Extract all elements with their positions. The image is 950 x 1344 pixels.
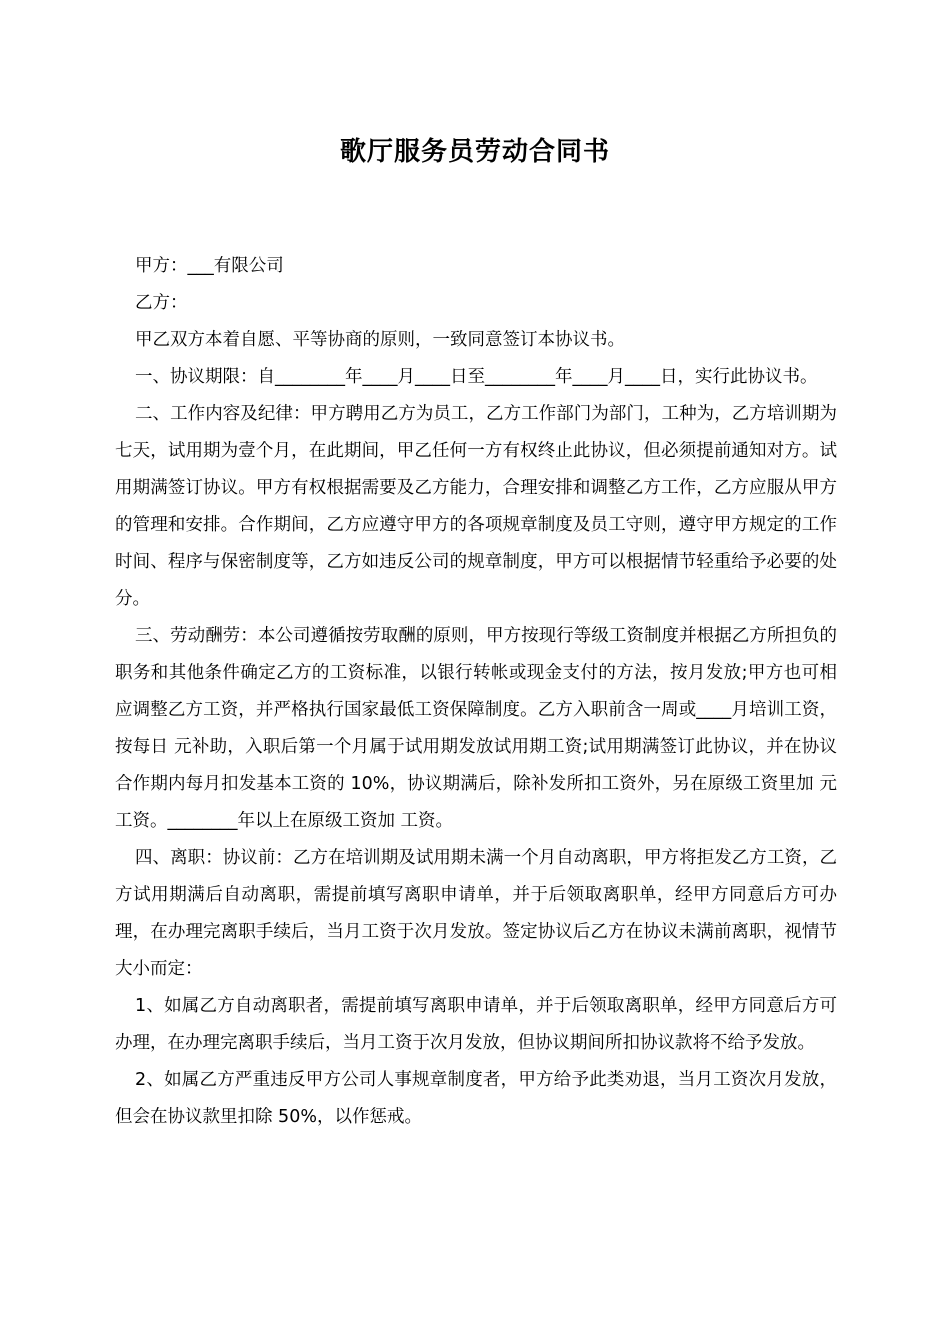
clause-remuneration: 三、劳动酬劳：本公司遵循按劳取酬的原则，甲方按现行等级工资制度并根据乙方所担负的职务和其他条件确定乙方的工资标准，以银行转帐或现金支付的方法，按月发放;甲方也可相应调整乙方工资，并严格执行国家最低工资保障制度。乙方入职前含一周或____月培训工资，按每日 元补助，入职后第一个月属于试用期发放试用期工资;试用期满签订此协议，并在协议合作期内每月扣发基本工资的 10%，协议期满后，除补发所扣工资外，另在原级工资里加 元工资。________年以上在原级工资加 工资。 <box>115 626 837 831</box>
clause-term: 一、协议期限：自________年____月____日至________年____月____日，实行此协议书。 <box>135 367 818 387</box>
clause-resignation: 四、离职：协议前：乙方在培训期及试用期未满一个月自动离职，甲方将拒发乙方工资，乙方试用期满后自动离职，需提前填写离职申请单，并于后领取离职单，经甲方同意后方可办理，在办理完离职手续后，当月工资于次月发放。签定协议后乙方在协议未满前离职，视情节大小而定： <box>115 848 837 979</box>
document-title: 歌厅服务员劳动合同书 <box>339 137 610 167</box>
party-b-line: 乙方： <box>135 293 188 313</box>
party-a-line: 甲方：___有限公司 <box>135 256 284 276</box>
resignation-item-1: 1、如属乙方自动离职者，需提前填写离职申请单，并于后领取离职单，经甲方同意后方可办理，在办理完离职手续后，当月工资于次月发放，但协议期间所扣协议款将不给予发放。 <box>115 996 837 1053</box>
clause-work-content: 二、工作内容及纪律：甲方聘用乙方为员工，乙方工作部门为部门，工种为，乙方培训期为七天，试用期为壹个月，在此期间，甲乙任何一方有权终止此协议，但必须提前通知对方。试用期满签订协议。甲方有权根据需要及乙方能力，合理安排和调整乙方工作，乙方应服从甲方的管理和安排。合作期间，乙方应遵守甲方的各项规章制度及员工守则，遵守甲方规定的工作时间、程序与保密制度等，乙方如违反公司的规章制度，甲方可以根据情节轻重给予必要的处分。 <box>115 404 837 609</box>
preamble-paragraph: 甲乙双方本着自愿、平等协商的原则，一致同意签订本协议书。 <box>135 330 625 350</box>
resignation-item-2: 2、如属乙方严重违反甲方公司人事规章制度者，甲方给予此类劝退，当月工资次月发放，但会在协议款里扣除 50%，以作惩戒。 <box>115 1070 837 1127</box>
document-body <box>115 248 837 1136</box>
